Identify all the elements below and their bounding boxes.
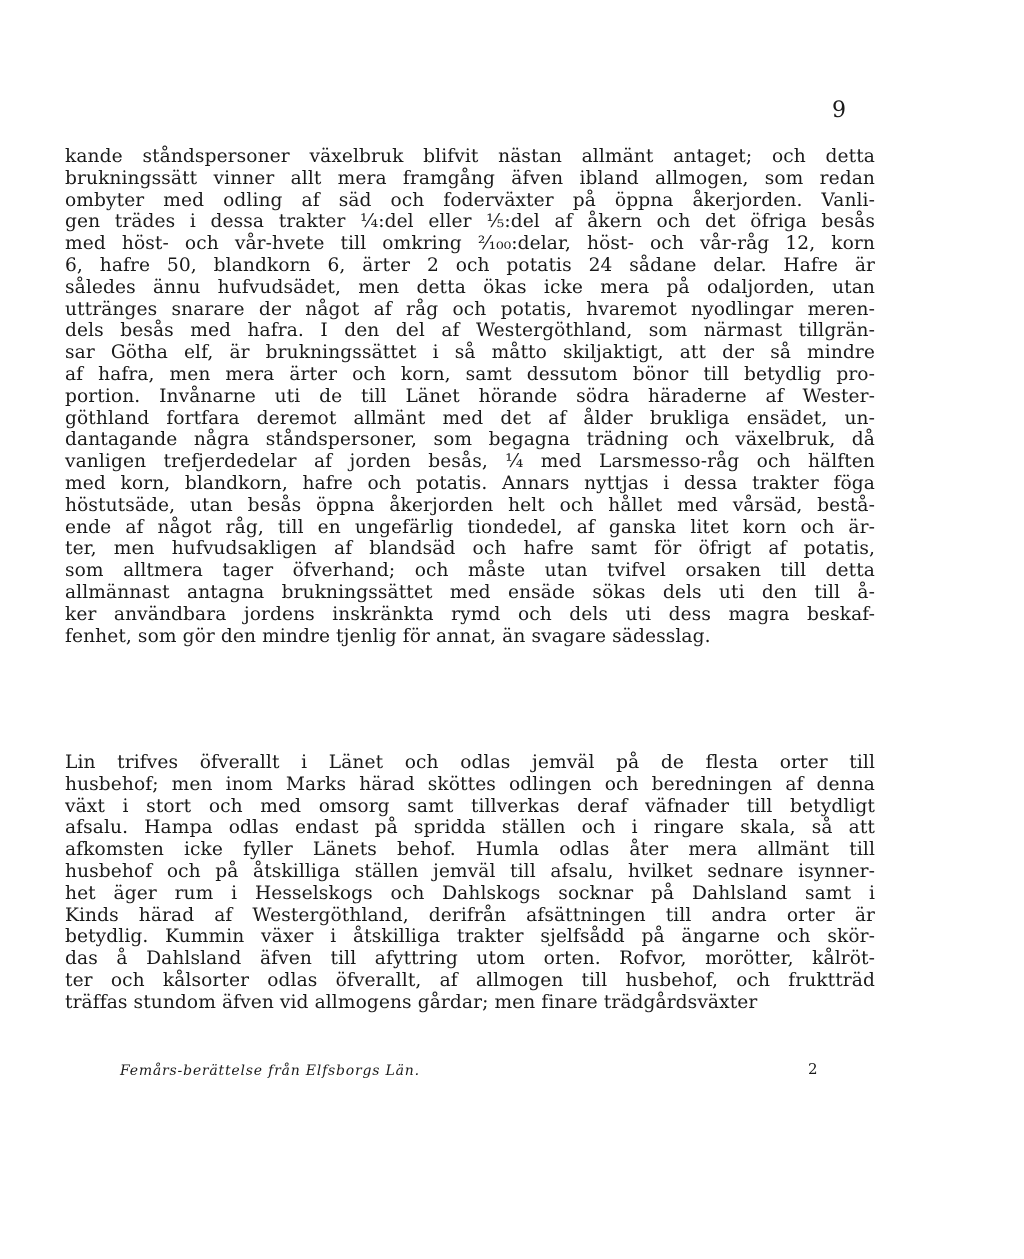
- text-line: höstutsäde, utan besås öppna åkerjorden helt och hållet med vårsäd, bestå-: [65, 494, 875, 516]
- text-line: allmännast antagna brukningssättet med ensäde sökas dels uti den till å-: [65, 581, 875, 603]
- text-line: Kinds härad af Westergöthland, derifrån afsättningen till andra orter är: [65, 904, 875, 926]
- text-line: brukningssätt vinner allt mera framgång äfven ibland allmogen, som redan: [65, 167, 875, 189]
- text-line: ende af något råg, till en ungefärlig tiondedel, af ganska litet korn och är-: [65, 516, 875, 538]
- text-line: gen trädes i dessa trakter ¼:del eller ⅕:del af åkern och det öfriga besås: [65, 211, 875, 233]
- text-line: växt i stort och med omsorg samt tillverkas deraf väfnader till betydligt: [65, 795, 875, 817]
- text-line: betydlig. Kummin växer i åtskilliga trakter sjelfsådd på ängarne och skör-: [65, 926, 875, 948]
- text-line: portion. Invånarne uti de till Länet hörande södra häraderne af Wester-: [65, 385, 875, 407]
- text-line: 6, hafre 50, blandkorn 6, ärter 2 och potatis 24 sådane delar. Hafre är: [65, 254, 875, 276]
- paragraph-1: [65, 146, 875, 647]
- text-line: träffas stundom äfven vid allmogens gårdar; men finare trädgårdsväxter: [65, 991, 758, 1013]
- paragraph-2: [65, 752, 875, 1014]
- text-line: das å Dahlsland äfven till afyttring utom orten. Rofvor, morötter, kålröt-: [65, 948, 875, 970]
- text-line: dantagande några ståndspersoner, som begagna trädning och växelbruk, då: [65, 429, 875, 451]
- text-line: ombyter med odling af säd och foderväxter på öppna åkerjorden. Vanli-: [65, 189, 875, 211]
- text-line: sar Götha elf, är brukningssättet i så måtto skiljaktigt, att der så mindre: [65, 342, 875, 364]
- text-line: ker användbara jordens inskränkta rymd och dels uti dess magra beskaf-: [65, 603, 875, 625]
- text-line: fenhet, som gör den mindre tjenlig för annat, än svagare sädesslag.: [65, 625, 711, 647]
- footer-title: Femårs-berättelse från Elfsborgs Län.: [120, 1063, 420, 1079]
- text-line: som alltmera tager öfverhand; och måste utan tvifvel orsaken till detta: [65, 560, 875, 582]
- text-line: uttränges snarare der något af råg och potatis, hvaremot nyodlingar meren-: [65, 298, 875, 320]
- text-line: således ännu hufvudsädet, men detta ökas icke mera på odaljorden, utan: [65, 276, 875, 298]
- text-line: kande ståndspersoner växelbruk blifvit nästan allmänt antaget; och detta: [65, 146, 875, 167]
- text-line: afkomsten icke fyller Länets behof. Humla odlas åter mera allmänt till: [65, 839, 875, 861]
- text-line: dels besås med hafra. I den del af Westergöthland, som närmast tillgrän-: [65, 320, 875, 342]
- text-line: ter, men hufvudsakligen af blandsäd och hafre samt för öfrigt af potatis,: [65, 538, 875, 560]
- text-line: husbehof och på åtskilliga ställen jemväl till afsalu, hvilket sednare isynner-: [65, 860, 875, 882]
- text-line: afsalu. Hampa odlas endast på spridda ställen och i ringare skala, så att: [65, 817, 875, 839]
- text-line: het äger rum i Hesselskogs och Dahlskogs socknar på Dahlsland samt i: [65, 882, 875, 904]
- text-line: husbehof; men inom Marks härad sköttes odlingen och beredningen af denna: [65, 773, 875, 795]
- text-line: af hafra, men mera ärter och korn, samt dessutom bönor till betydlig pro-: [65, 363, 875, 385]
- text-line: göthland fortfara deremot allmänt med det af ålder brukliga ensädet, un-: [65, 407, 875, 429]
- text-line: ter och kålsorter odlas öfverallt, af allmogen till husbehof, och fruktträd: [65, 969, 875, 991]
- text-line: Lin trifves öfverallt i Länet och odlas jemväl på de flesta orter till: [65, 752, 875, 773]
- text-line: vanligen trefjerdedelar af jorden besås, ¼ med Larsmesso-råg och hälften: [65, 451, 875, 473]
- text-line: med höst- och vår-hvete till omkring ²⁄₁₀₀:delar, höst- och vår-råg 12, korn: [65, 233, 875, 255]
- text-line: med korn, blandkorn, hafre och potatis. Annars nyttjas i dessa trakter föga: [65, 472, 875, 494]
- footer-signature: 2: [808, 1060, 818, 1078]
- page-number: 9: [832, 98, 846, 123]
